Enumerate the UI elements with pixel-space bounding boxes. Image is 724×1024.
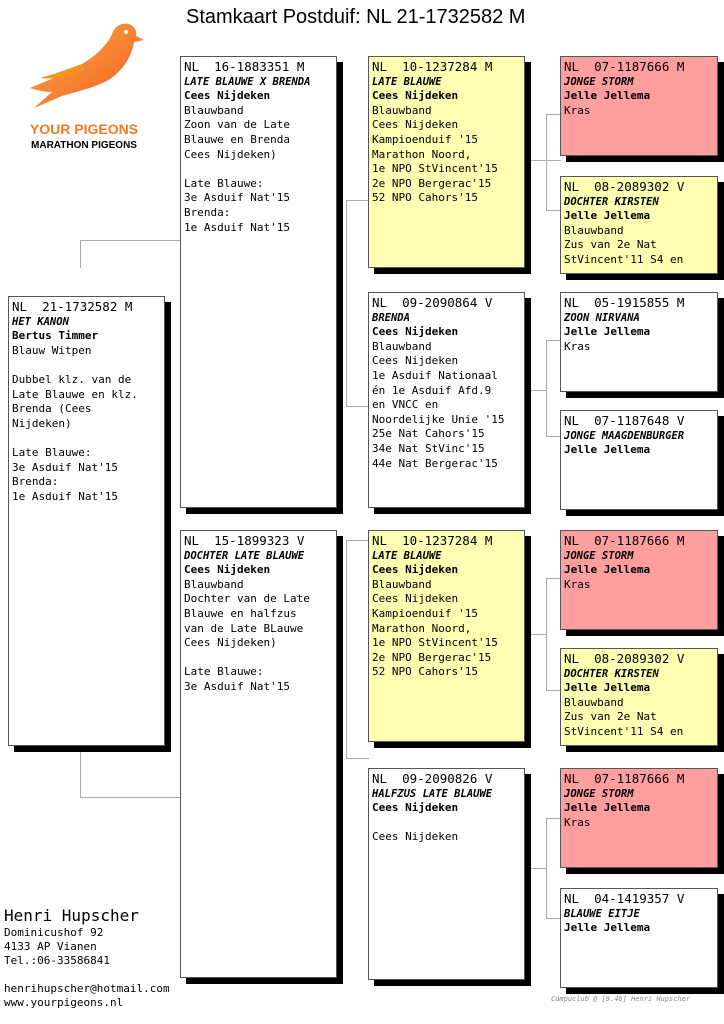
ring-number: NL 07-1187666 M [564,771,685,786]
owner-city: 4133 AP Vianen [4,940,97,953]
connector-line [531,634,546,635]
ring-number: NL 07-1187648 V [564,413,685,428]
ring-number: NL 08-2089302 V [564,651,685,666]
connector-line [531,868,546,869]
connector-line [346,200,369,201]
connector-line [546,340,547,436]
pigeon-info: Cees Nijdeken [372,830,459,844]
breeder: Jelle Jellema [564,801,651,815]
ring-number: NL 10-1237284 M [372,533,493,548]
connector-line [546,114,561,115]
pigeon-name: DOCHTER KIRSTEN [564,195,659,208]
ring-number: NL 21-1732582 M [12,299,133,314]
logo-title: YOUR PIGEONS [29,121,139,137]
breeder: Jelle Jellema [564,89,651,103]
connector-line [546,210,561,211]
pigeon-color: Kras [564,577,591,591]
connector-line [546,340,561,341]
pigeon-name: ZOON NIRVANA [564,311,640,324]
connector-line [546,690,561,691]
breeder: Jelle Jellema [564,563,651,577]
pigeon-name: JONGE STORM [564,549,634,562]
connector-line [531,390,546,391]
pigeon-color: Blauwband [372,103,432,117]
pigeon-name: BRENDA [372,311,410,324]
pigeon-name: BLAUWE EITJE [564,907,640,920]
pedigree-box-mf[interactable] [368,530,525,742]
breeder: Bertus Timmer [12,329,99,343]
ring-number: NL 04-1419357 V [564,891,685,906]
pigeon-info: Dubbel klz. van de Late Blauwe en klz. Brenda (Cees Nijdeken) Late Blauwe: 3e Asduif Nat'15 Brenda: 1e Asduif Nat'15 [12,372,138,503]
connector-line [80,240,81,268]
pigeon-name: JONGE STORM [564,787,634,800]
pigeon-color: Blauwband [564,223,624,237]
pigeon-info: Zus van 2e Nat StVincent'11 S4 en [564,238,684,266]
ring-number: NL 07-1187666 M [564,533,685,548]
connector-line [546,578,561,579]
pedigree-box-mfm[interactable] [560,648,718,746]
ring-number: NL 05-1915855 M [564,295,685,310]
pigeon-info: Cees Nijdeken Kampioenduif '15 Marathon Noord, 1e NPO StVincent'15 2e NPO Bergerac'15 52 NPO Cahors'15 [372,118,498,205]
owner-name: Henri Hupscher [4,906,139,925]
breeder: Cees Nijdeken [184,563,271,577]
connector-line [346,540,369,541]
connector-line [80,240,181,241]
connector-line [346,758,369,759]
ring-number: NL 08-2089302 V [564,179,685,194]
pigeon-info: Cees Nijdeken Kampioenduif '15 Marathon Noord, 1e NPO StVincent'15 2e NPO Bergerac'15 52 NPO Cahors'15 [372,592,498,679]
pigeon-color: Blauwband [564,695,624,709]
pedigree-box-subject[interactable] [8,296,165,746]
pedigree-box-fmf[interactable] [560,292,718,392]
pigeon-name: LATE BLAUWE [372,75,442,88]
pigeon-color: Blauwband [184,577,244,591]
software-credit: Compuclub @ [9.46] Henri Hupscher [551,995,691,1003]
pigeon-color: Kras [564,815,591,829]
pedigree-box-fff[interactable] [560,56,718,156]
connector-line [346,540,347,758]
connector-line [346,200,347,406]
pigeon-name: JONGE MAAGDENBURGER [564,429,685,442]
owner-email[interactable]: henrihupscher@hotmail.com [4,982,170,995]
breeder: Jelle Jellema [564,681,651,695]
breeder: Cees Nijdeken [184,89,271,103]
connector-line [546,578,547,690]
pigeon-info: Zus van 2e Nat StVincent'11 S4 en [564,710,684,738]
pigeon-color: Blauwband [184,103,244,117]
pedigree-box-mff[interactable] [560,530,718,630]
ring-number: NL 10-1237284 M [372,59,493,74]
pigeon-logo-icon [26,18,146,118]
pigeon-color: Kras [564,103,591,117]
ring-number: NL 09-2090864 V [372,295,493,310]
breeder: Jelle Jellema [564,325,651,339]
logo [14,18,154,158]
breeder: Jelle Jellema [564,209,651,223]
pedigree-box-mmm[interactable] [560,888,718,988]
ring-number: NL 07-1187666 M [564,59,685,74]
pigeon-color: Blauwband [372,339,432,353]
pigeon-name: DOCHTER LATE BLAUWE [184,549,305,562]
pigeon-color: Blauwband [372,577,432,591]
pigeon-color: Blauw Witpen [12,343,92,357]
connector-line [346,406,369,407]
owner-info [4,906,170,1010]
connector-line [546,818,561,819]
pedigree-box-ffm[interactable] [560,176,718,274]
pigeon-info: Cees Nijdeken 1e Asduif Nationaal én 1e Asduif Afd.9 en VNCC en Noordelijke Unie '15 25e Nat Cahors'15 34e Nat StVinc'15 44e Nat Bergerac'15 [372,354,505,470]
pedigree-box-father[interactable] [180,56,337,508]
logo-subtitle: MARATHON PIGEONS [31,140,137,151]
pigeon-name: LATE BLAUWE X BRENDA [184,75,311,88]
ring-number: NL 09-2090826 V [372,771,493,786]
pedigree-box-fm[interactable] [368,292,525,508]
breeder: Cees Nijdeken [372,563,459,577]
owner-street: Dominicushof 92 [4,926,104,939]
pigeon-color: Kras [564,339,591,353]
pigeon-name: DOCHTER KIRSTEN [564,667,659,680]
pigeon-name: JONGE STORM [564,75,634,88]
connector-line [546,436,561,437]
ring-number: NL 15-1899323 V [184,533,305,548]
page-title: Stamkaart Postduif: NL 21-1732582 M [186,6,526,28]
breeder: Cees Nijdeken [372,801,459,815]
pedigree-box-fmm[interactable] [560,410,718,510]
connector-line [80,752,81,798]
pigeon-name: HALFZUS LATE BLAUWE [372,787,493,800]
ring-number: NL 16-1883351 M [184,59,305,74]
pedigree-box-mother[interactable] [180,530,337,978]
breeder: Jelle Jellema [564,921,651,935]
owner-website[interactable]: www.yourpigeons.nl [4,996,124,1009]
breeder: Jelle Jellema [564,443,651,457]
pigeon-name: HET KANON [12,315,69,328]
connector-line [546,918,561,919]
connector-line [546,818,547,918]
owner-phone: Tel.:06-33586841 [4,954,110,967]
pigeon-name: LATE BLAUWE [372,549,442,562]
pigeon-info: Dochter van de Late Blauwe en halfzus van de Late BLauwe Cees Nijdeken) Late Blauwe: 3e Asduif Nat'15 [184,592,310,693]
pedigree-box-mm[interactable] [368,768,525,980]
breeder: Cees Nijdeken [372,325,459,339]
pigeon-info: Zoon van de Late Blauwe en Brenda Cees Nijdeken) Late Blauwe: 3e Asduif Nat'15 Brenda: 1e Asduif Nat'15 [184,118,290,234]
pedigree-box-mmf[interactable] [560,768,718,868]
connector-line [546,114,547,210]
breeder: Cees Nijdeken [372,89,459,103]
connector-line [80,797,181,798]
pedigree-box-ff[interactable] [368,56,525,268]
